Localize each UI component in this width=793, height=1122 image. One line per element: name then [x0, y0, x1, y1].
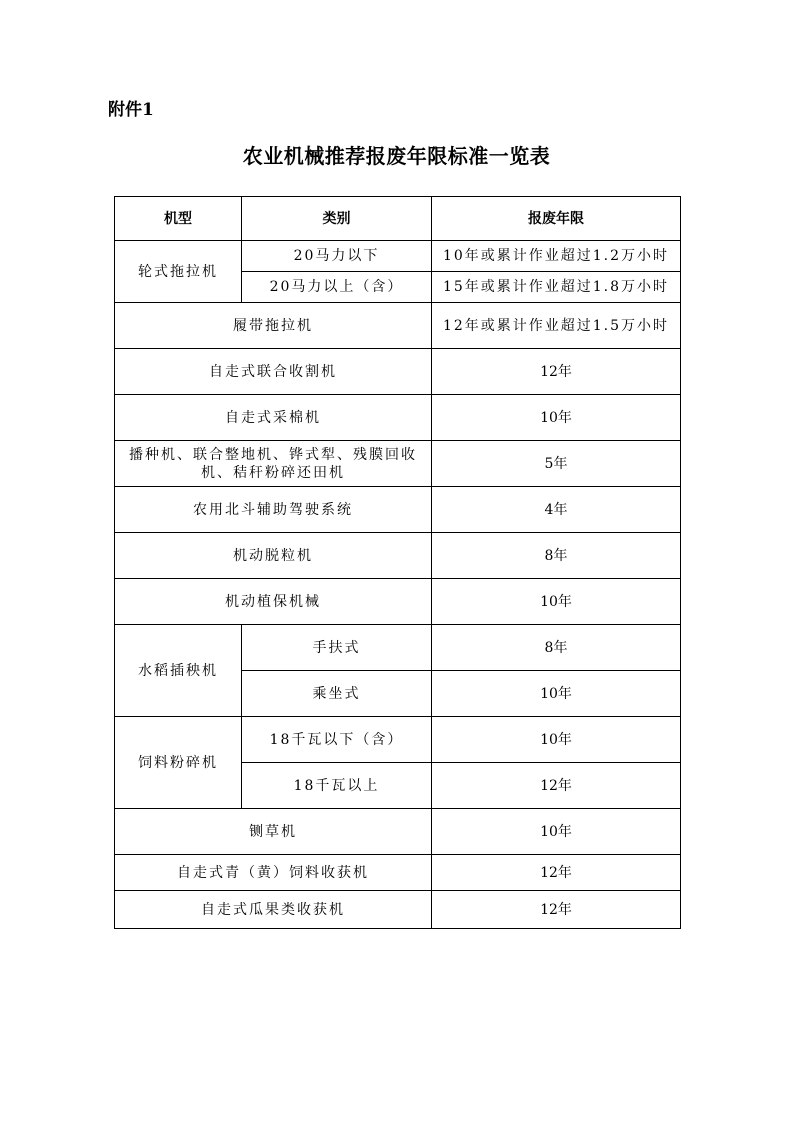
- wheel-tractor-category-2: 20马力以上（含）: [242, 272, 432, 303]
- rice-transplanter-category-2: 乘坐式: [242, 671, 432, 717]
- melon-harvester-type: 自走式瓜果类收获机: [115, 891, 432, 929]
- melon-harvester-years: 12年: [432, 891, 681, 929]
- cotton-picker-years: 10年: [432, 395, 681, 441]
- wheel-tractor-category-1: 20马力以下: [242, 241, 432, 272]
- thresher-type: 机动脱粒机: [115, 533, 432, 579]
- feed-crusher-category-2: 18千瓦以上: [242, 763, 432, 809]
- attachment-label: 附件1: [108, 100, 154, 120]
- rice-transplanter-years-2: 10年: [432, 671, 681, 717]
- table-row: [115, 441, 681, 487]
- rice-transplanter-category-1: 手扶式: [242, 625, 432, 671]
- seeder-group-years: 5年: [432, 441, 681, 487]
- self-harvester-years: 12年: [432, 349, 681, 395]
- feed-crusher-years-2: 12年: [432, 763, 681, 809]
- wheel-tractor-type: 轮式拖拉机: [115, 241, 242, 303]
- forage-harvester-years: 12年: [432, 855, 681, 891]
- rice-transplanter-years-1: 8年: [432, 625, 681, 671]
- header-years: 报废年限: [432, 197, 681, 241]
- table-row: [115, 809, 681, 855]
- cotton-picker-type: 自走式采棉机: [115, 395, 432, 441]
- feed-crusher-years-1: 10年: [432, 717, 681, 763]
- sprayer-years: 10年: [432, 579, 681, 625]
- table-row: [115, 241, 681, 272]
- chaff-cutter-years: 10年: [432, 809, 681, 855]
- scrap-standard-table: [114, 196, 681, 929]
- table-row: [115, 349, 681, 395]
- header-type: 机型: [115, 197, 242, 241]
- feed-crusher-category-1: 18千瓦以下（含）: [242, 717, 432, 763]
- thresher-years: 8年: [432, 533, 681, 579]
- crawler-tractor-years: 12年或累计作业超过1.5万小时: [432, 303, 681, 349]
- table-row: [115, 625, 681, 671]
- beidou-years: 4年: [432, 487, 681, 533]
- self-harvester-type: 自走式联合收割机: [115, 349, 432, 395]
- beidou-type: 农用北斗辅助驾驶系统: [115, 487, 432, 533]
- table-row: [115, 579, 681, 625]
- table-row: [115, 891, 681, 929]
- rice-transplanter-type: 水稻插秧机: [115, 625, 242, 717]
- table-row: [115, 395, 681, 441]
- table-row: [115, 533, 681, 579]
- wheel-tractor-years-2: 15年或累计作业超过1.8万小时: [432, 272, 681, 303]
- table-header-row: [115, 197, 681, 241]
- header-category: 类别: [242, 197, 432, 241]
- table-row: [115, 855, 681, 891]
- table-row: [115, 717, 681, 763]
- seeder-group-type: 播种机、联合整地机、铧式犁、残膜回收机、秸秆粉碎还田机: [115, 441, 432, 487]
- crawler-tractor-type: 履带拖拉机: [115, 303, 432, 349]
- page-title: 农业机械推荐报废年限标准一览表: [242, 144, 551, 168]
- sprayer-type: 机动植保机械: [115, 579, 432, 625]
- forage-harvester-type: 自走式青（黄）饲料收获机: [115, 855, 432, 891]
- feed-crusher-type: 饲料粉碎机: [115, 717, 242, 809]
- table-row: [115, 487, 681, 533]
- table-row: [115, 303, 681, 349]
- chaff-cutter-type: 铡草机: [115, 809, 432, 855]
- wheel-tractor-years-1: 10年或累计作业超过1.2万小时: [432, 241, 681, 272]
